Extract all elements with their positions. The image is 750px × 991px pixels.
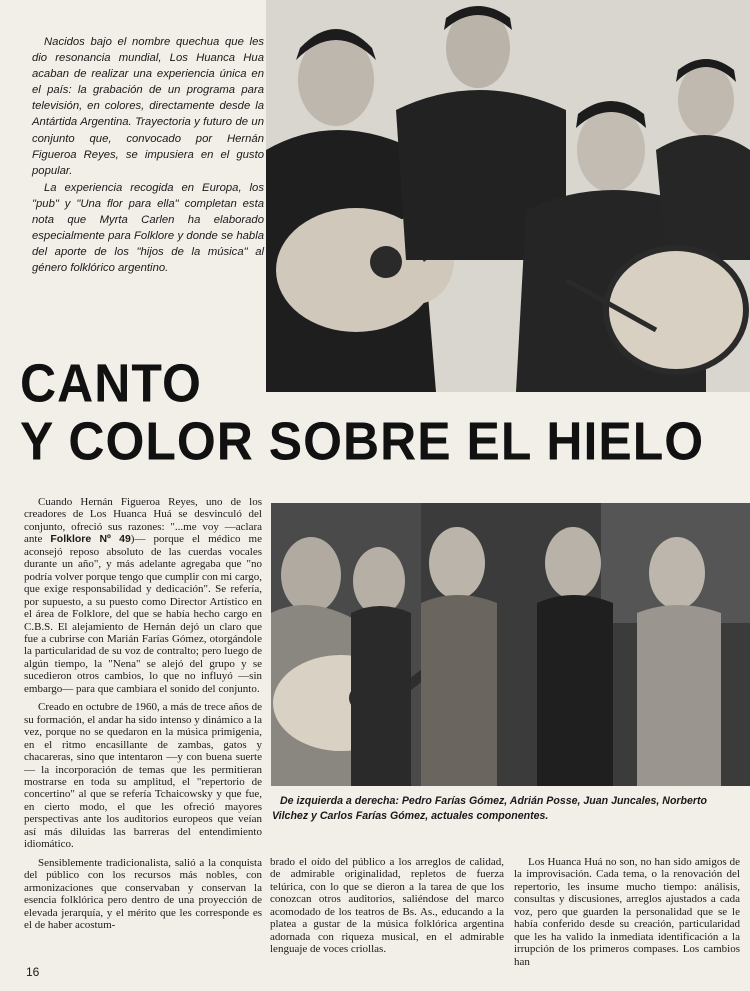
caption-text: De izquierda a derecha: Pedro Farías Gómez, Adrián Posse, Juan Juncales, Norberto Vilchez y Carlos Farías Gómez, actuales componentes.	[272, 795, 708, 822]
photo-caption	[272, 794, 742, 824]
body-column-3	[514, 856, 740, 974]
intro-paragraph-2: La experiencia recogida en Europa, los "pub" y "Una flor para ella" completan esta nota que Myrta Carlen ha elaborado especialmente para Folklore y donde se habla del aporte de los "hijos de la música" al género folklórico argentino.	[32, 181, 264, 275]
page-number: 16	[26, 965, 40, 979]
magazine-reference: Folklore Nº 49	[50, 533, 131, 546]
intro-text	[32, 34, 264, 276]
headline-line-1: CANTO	[20, 352, 202, 414]
intro-paragraph-1: Nacidos bajo el nombre quechua que les dio resonancia mundial, Los Huanca Hua acaban de realizar una experiencia única en el país: la grabación de un programa para televisión, en colores, directamente desde la Antártida Argentina. Trayectoria y futuro de un conjunto que, convocado por Hernán Figueroa Reyes, se impusiera en el gusto popular.	[32, 36, 264, 177]
body-paragraph: Creado en octubre de 1960, a más de trece años de su formación, el andar ha sido intenso y dinámico a la vez, porque no se quedaron en la música primigenia, en el ritmo encasillante de zambas, gatos y chacareras, sino que intentaron —y con buena suerte— la incorporación de temas que les permitieran mostrarse en toda su amplitud, el "repertorio de concertino" al que se refería Tchaicowsky y que fue, en cierto modo, el que les ofreció mayores perspectivas ante los auditorios europeos que veían así más diluidas las barreras del entendimiento idiomático.	[24, 701, 262, 851]
body-column-1	[24, 496, 262, 937]
body-paragraph: Cuando Hernán Figueroa Reyes, uno de los creadores de Los Huanca Huá se desvinculó del conjunto, ofreció sus razones: "...me voy —aclara ante Folklore Nº 49)— porque el médico me aconsejó reposo absoluto de las cuerdas vocales durante un año", y más adelante agregaba que "no podría volver porque tengo que cumplir con mi cargo, que exige responsabilidad y dedicación". Se refería, por supuesto, a su puesto como Director Artístico en el área de Folklore, del que se había hecho cargo en C.B.S. El alejamiento de Hernán dejó un claro que fue a cubrirse con Marián Farías Gómez, otorgándole la particularidad de su voz de contralto; pero luego de algún tiempo, la "Nena" se alejó del grupo y se sucedieron otros cambios, lo que no influyó —sin embargo— para que cambiara el sonido del conjunto.	[24, 496, 263, 695]
body-paragraph: brado el oído del público a los arreglos de calidad, de admirable originalidad, repletos de fuerza telúrica, con lo que se dieron a la tarea de que los conozcan otros auditorios, saliéndose del marco acomodado de los teatros de Bs. As., educando a la platea a gustar de la música folklórica argentina adornada con riqueza musical, en el admirable lenguaje de voces criollas.	[270, 856, 504, 956]
body-column-2	[270, 856, 504, 962]
body-paragraph: Los Huanca Huá no son, no han sido amigos de la improvisación. Cada tema, o la renovación del repertorio, les insume mucho tiempo: análisis, consultas y discusiones, arreglos ajustados a cada voz, pero que guarden la personalidad que se le había conferido desde su creación, particularidad que les ha valido la inmediata identificación a la irrupción de los primeros compases. Los cambios han	[514, 856, 740, 968]
headline-line-2: Y COLOR SOBRE EL HIELO	[20, 410, 705, 472]
bottom-group-photo	[271, 503, 750, 786]
top-group-photo	[266, 0, 750, 392]
body-paragraph: Sensiblemente tradicionalista, salió a la conquista del público con los recursos más nobles, con armonizaciones que conservaban y conservan la esencia folklórica pero dentro de una proyección de elevada jerarquía, y el mérito que les corresponde es el de haber acostum-	[24, 856, 262, 931]
